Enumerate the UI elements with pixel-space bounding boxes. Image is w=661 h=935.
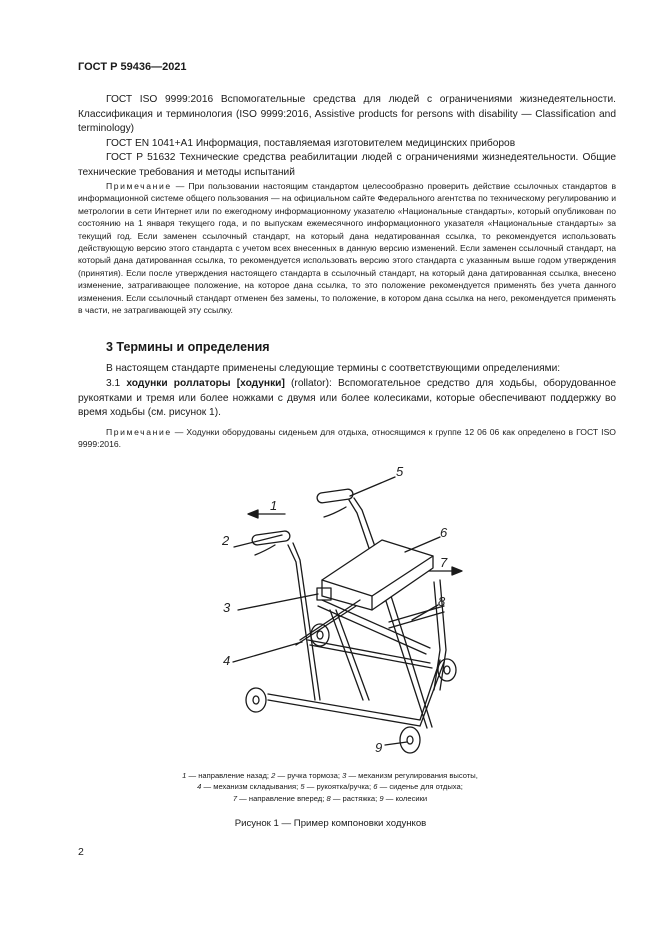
arrow-forward-head [452,567,462,575]
wheel-front-left [400,727,420,753]
section-intro: В настоящем стандарте применены следующие термины с соответствующими определениями: [106,363,561,374]
note-label: Примечание [106,181,172,191]
term-number: 3.1 [106,378,121,389]
callout-3: 3 [223,600,231,615]
document-header: ГОСТ Р 59436—2021 [78,61,187,73]
reference-gost-r-51632: ГОСТ Р 51632 Технические средства реабилитации людей с ограничениями жизнедеятельности. Общие технические требования и методы испытаний [78,152,616,178]
reference-iso-9999: ГОСТ ISO 9999:2016 Вспомогательные средства для людей с ограничениями жизнедеятельности. Классификация и терминология (ISO 9999:2016, Assistive products for persons with disability — Classification and terminology) [78,94,616,134]
handle-grip-right [316,489,353,504]
term-text: (rollator): Вспомогательное средство для ходьбы, оборудованное рукоятками и тремя или более ножками с двумя или более колесиками, которые обеспечивают поддержку во время ходьбы (см. рисунок 1). [78,378,616,418]
callout-6: 6 [440,525,448,540]
callout-9: 9 [375,740,383,755]
callout-5: 5 [396,464,404,479]
arrow-back-head [248,510,258,518]
callout-7: 7 [440,555,448,570]
section-title: 3 Термины и определения [106,340,270,354]
seat [322,540,433,610]
brake-lever [255,545,275,555]
note-text: — Ходунки оборудованы сиденьем для отдыха, относящимся к группе 12 06 06 как определено в ГОСТ ISO 9999:2016. [78,427,616,450]
callout-2: 2 [222,533,230,548]
term-name: ходунки роллаторы [ходунки] [126,378,285,389]
figure-legend: 1 — направление назад; 2 — ручка тормоза; 3 — механизм регулирования высоты, 4 — механизм складывания; 5 — рукоятка/ручка; 6 — сиденье для отдыха; 7 — направление вперед; 8 — растяжка; 9 — колесики [182,771,478,803]
figure-caption: Рисунок 1 — Пример компоновки ходунков [234,818,427,829]
callout-8: 8 [438,594,446,609]
note-text: — При пользовании настоящим стандартом целесообразно проверить действие ссылочных стандартов в информационной системе общего пользования — на официальном сайте Федерального агентства по техническому регулированию и метрологии в сети Интернет или по ежегодному информационному указателю «Национальные стандарты», который опубликован по состоянию на 1 января текущего года, и по выпускам ежемесячного информационного указателя «Национальные стандарты» за текущий год. Если заменен ссылочный стандарт, на который дана недатированная ссылка, то рекомендуется использовать действующую версию этого стандарта с учетом всех внесенных в данную версию изменений. Если заменен ссылочный стандарт, на который дана датированная ссылка, то рекомендуется использовать версию этого стандарта с указанным выше годом утверждения (принятия). Если после утверждения настоящего стандарта в ссылочный стандарт, на который дана датированная ссылка, внесено изменение, затрагивающее положение, на которое дана ссылка, то это положение рекомендуется применять без учета данного изменения. Если ссылочный стандарт отменен без замены, то положение, в котором дана ссылка на него, рекомендуется применять в части, не затрагивающей эту ссылку. [78,181,617,316]
note-label: Примечание [106,427,172,437]
wheel-rear-left [246,688,266,712]
callout-4: 4 [223,653,231,668]
reference-en-1041: ГОСТ EN 1041+A1 Информация, поставляемая изготовителем медицинских приборов [106,138,516,149]
page-number: 2 [78,846,84,858]
callout-1: 1 [270,498,278,513]
